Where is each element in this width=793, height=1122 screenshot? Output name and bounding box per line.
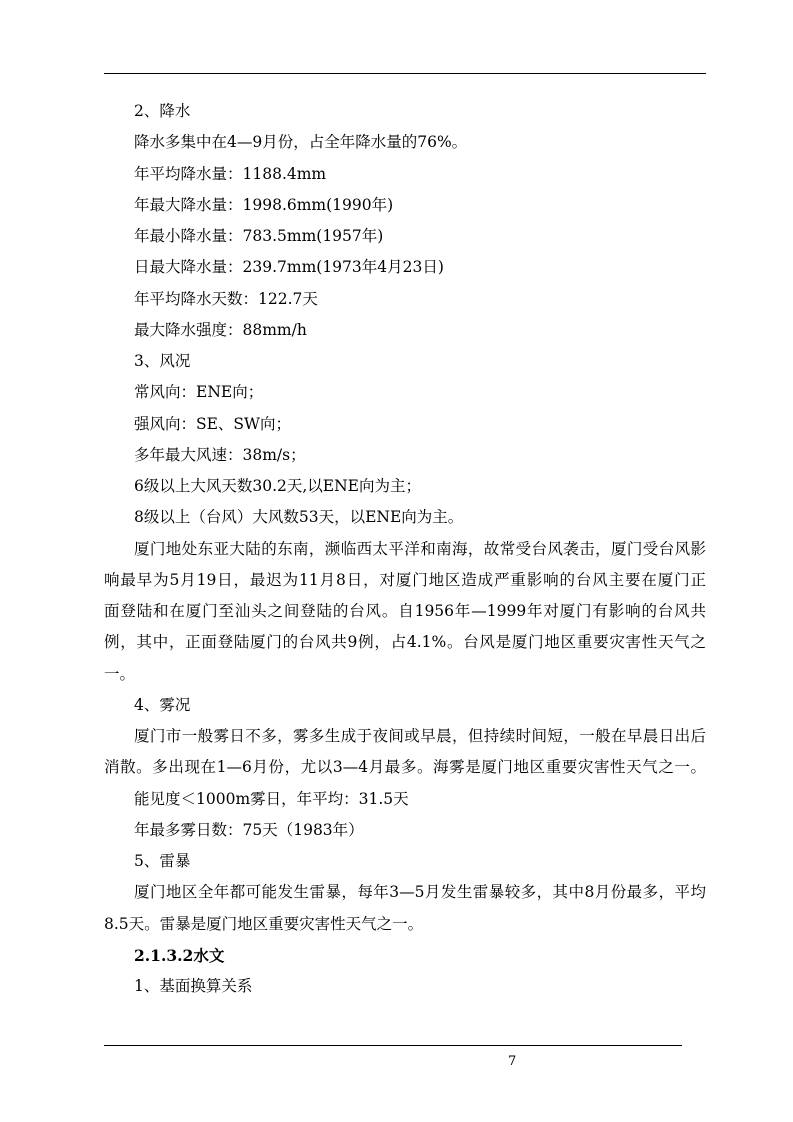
subsection-heading: 1、基面换算关系: [134, 977, 253, 995]
page-number: 7: [508, 1054, 517, 1069]
footer-rule: [104, 1045, 682, 1046]
paragraph-line: 厦门地区全年都可能发生雷暴，每年3—5月发生雷暴较多，其中8月份最多，平均: [134, 883, 706, 902]
text-line: 最大降水强度：88mm/h: [134, 320, 307, 339]
text-line: 多年最大风速：38m/s；: [134, 445, 306, 464]
text-line: 强风向：SE、SW向；: [134, 414, 291, 433]
text-line: 年最小降水量：783.5mm(1957年): [134, 227, 384, 245]
text-line: 年平均降水天数：122.7天: [134, 289, 318, 308]
section-heading-wind: 3、风况: [134, 352, 191, 370]
paragraph-line: 8.5天。雷暴是厦门地区重要灾害性天气之一。: [104, 914, 424, 933]
text-line: 日最大降水量：239.7mm(1973年4月23日): [134, 258, 444, 277]
paragraph-line: 面登陆和在厦门至汕头之间登陆的台风。自1956年—1999年对厦门有影响的台风共: [104, 602, 706, 620]
text-line: 常风向：ENE向；: [134, 383, 264, 402]
text-line: 年最多雾日数：75天（1983年）: [134, 820, 364, 839]
paragraph-line: 一。: [104, 664, 136, 683]
paragraph-line: 厦门地处东亚大陆的东南，濒临西太平洋和南海，故常受台风袭击，厦门受台风影: [134, 539, 706, 558]
text-line: 年最大降水量：1998.6mm(1990年): [134, 195, 394, 214]
section-heading-thunder: 5、雷暴: [134, 852, 191, 870]
section-heading-fog: 4、雾况: [134, 695, 191, 714]
text-line: 8级以上（台风）大风数53天，以ENE向为主。: [134, 508, 464, 527]
header-rule: [104, 73, 706, 74]
paragraph-line: 厦门市一般雾日不多，雾多生成于夜间或早晨，但持续时间短，一般在早晨日出后: [134, 727, 706, 745]
section-heading-hydrology: 2.1.3.2水文: [134, 945, 225, 965]
document-body: [104, 96, 706, 1002]
text-line: 能见度＜1000m雾日，年平均：31.5天: [134, 789, 409, 808]
paragraph-line: 消散。多出现在1—6月份，尤以3—4月最多。海雾是厦门地区重要灾害性天气之一。: [104, 758, 706, 777]
text-line: 降水多集中在4—9月份，占全年降水量的76%。: [134, 133, 468, 152]
paragraph-line: 响最早为5月19日，最迟为11月8日，对厦门地区造成严重影响的台风主要在厦门正: [104, 570, 706, 589]
section-heading-precipitation: 2、降水: [134, 102, 191, 120]
text-line: 6级以上大风天数30.2天,以ENE向为主；: [134, 477, 421, 495]
text-line: 年平均降水量：1188.4mm: [134, 164, 327, 183]
paragraph-line: 例，其中，正面登陆厦门的台风共9例，占4.1%。台风是厦门地区重要灾害性天气之: [104, 633, 706, 652]
